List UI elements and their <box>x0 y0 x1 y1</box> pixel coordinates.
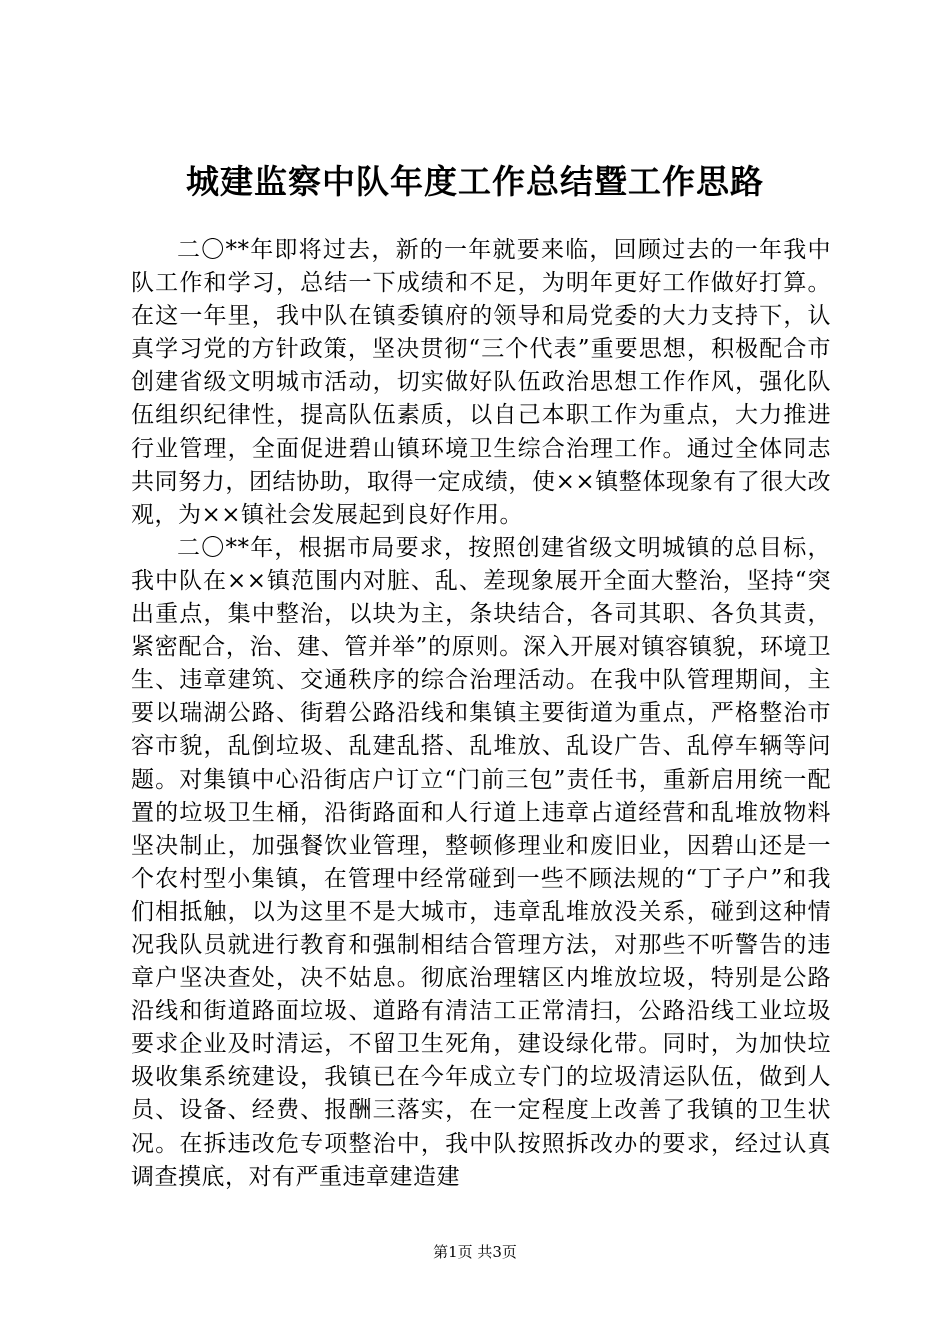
paragraph-2: 二〇**年，根据市局要求，按照创建省级文明城镇的总目标，我中队在××镇范围内对脏、乱、差现象展开全面大整治，坚持“突出重点，集中整治，以块为主，条块结合，各司其职、各负其责，紧密配合，治、建、管并举”的原则。深入开展对镇容镇貌，环境卫生、违章建筑、交通秩序的综合治理活动。在我中队管理期间，主要以瑞湖公路、街碧公路沿线和集镇主要街道为重点，严格整治市容市貌，乱倒垃圾、乱建乱搭、乱堆放、乱设广告、乱停车辆等问题。对集镇中心沿街店户订立“门前三包”责任书，重新启用统一配置的垃圾卫生桶，沿街路面和人行道上违章占道经营和乱堆放物料坚决制止，加强餐饮业管理，整顿修理业和废旧业，因碧山还是一个农村型小集镇，在管理中经常碰到一些不顾法规的“丁子户”和我们相抵触，以为这里不是大城市，违章乱堆放没关系，碰到这种情况我队员就进行教育和强制相结合管理方法，对那些不听警告的违章户坚决查处，决不姑息。彻底治理辖区内堆放垃圾，特别是公路沿线和街道路面垃圾、道路有清洁工正常清扫，公路沿线工业垃圾要求企业及时清运，不留卫生死角，建设绿化带。同时，为加快垃圾收集系统建设，我镇已在今年成立专门的垃圾清运队伍，做到人员、设备、经费、报酬三落实，在一定程度上改善了我镇的卫生状况。在拆违改危专项整治中，我中队按照拆改办的要求，经过认真调查摸底，对有严重违章建造建 <box>131 534 831 1190</box>
document-title: 城建监察中队年度工作总结暨工作思路 <box>186 162 764 201</box>
document-body <box>131 234 831 1194</box>
page-number-footer: 第1页 共3页 <box>433 1243 517 1261</box>
paragraph-1: 二〇**年即将过去，新的一年就要来临，回顾过去的一年我中队工作和学习，总结一下成绩和不足，为明年更好工作做好打算。在这一年里，我中队在镇委镇府的领导和局党委的大力支持下，认真学习党的方针政策，坚决贯彻“三个代表”重要思想，积极配合市创建省级文明城市活动，切实做好队伍政治思想工作作风，强化队伍组织纪律性，提高队伍素质，以自己本职工作为重点，大力推进行业管理，全面促进碧山镇环境卫生综合治理工作。通过全体同志共同努力，团结协助，取得一定成绩，使××镇整体现象有了很大改观，为××镇社会发展起到良好作用。 <box>131 237 831 528</box>
